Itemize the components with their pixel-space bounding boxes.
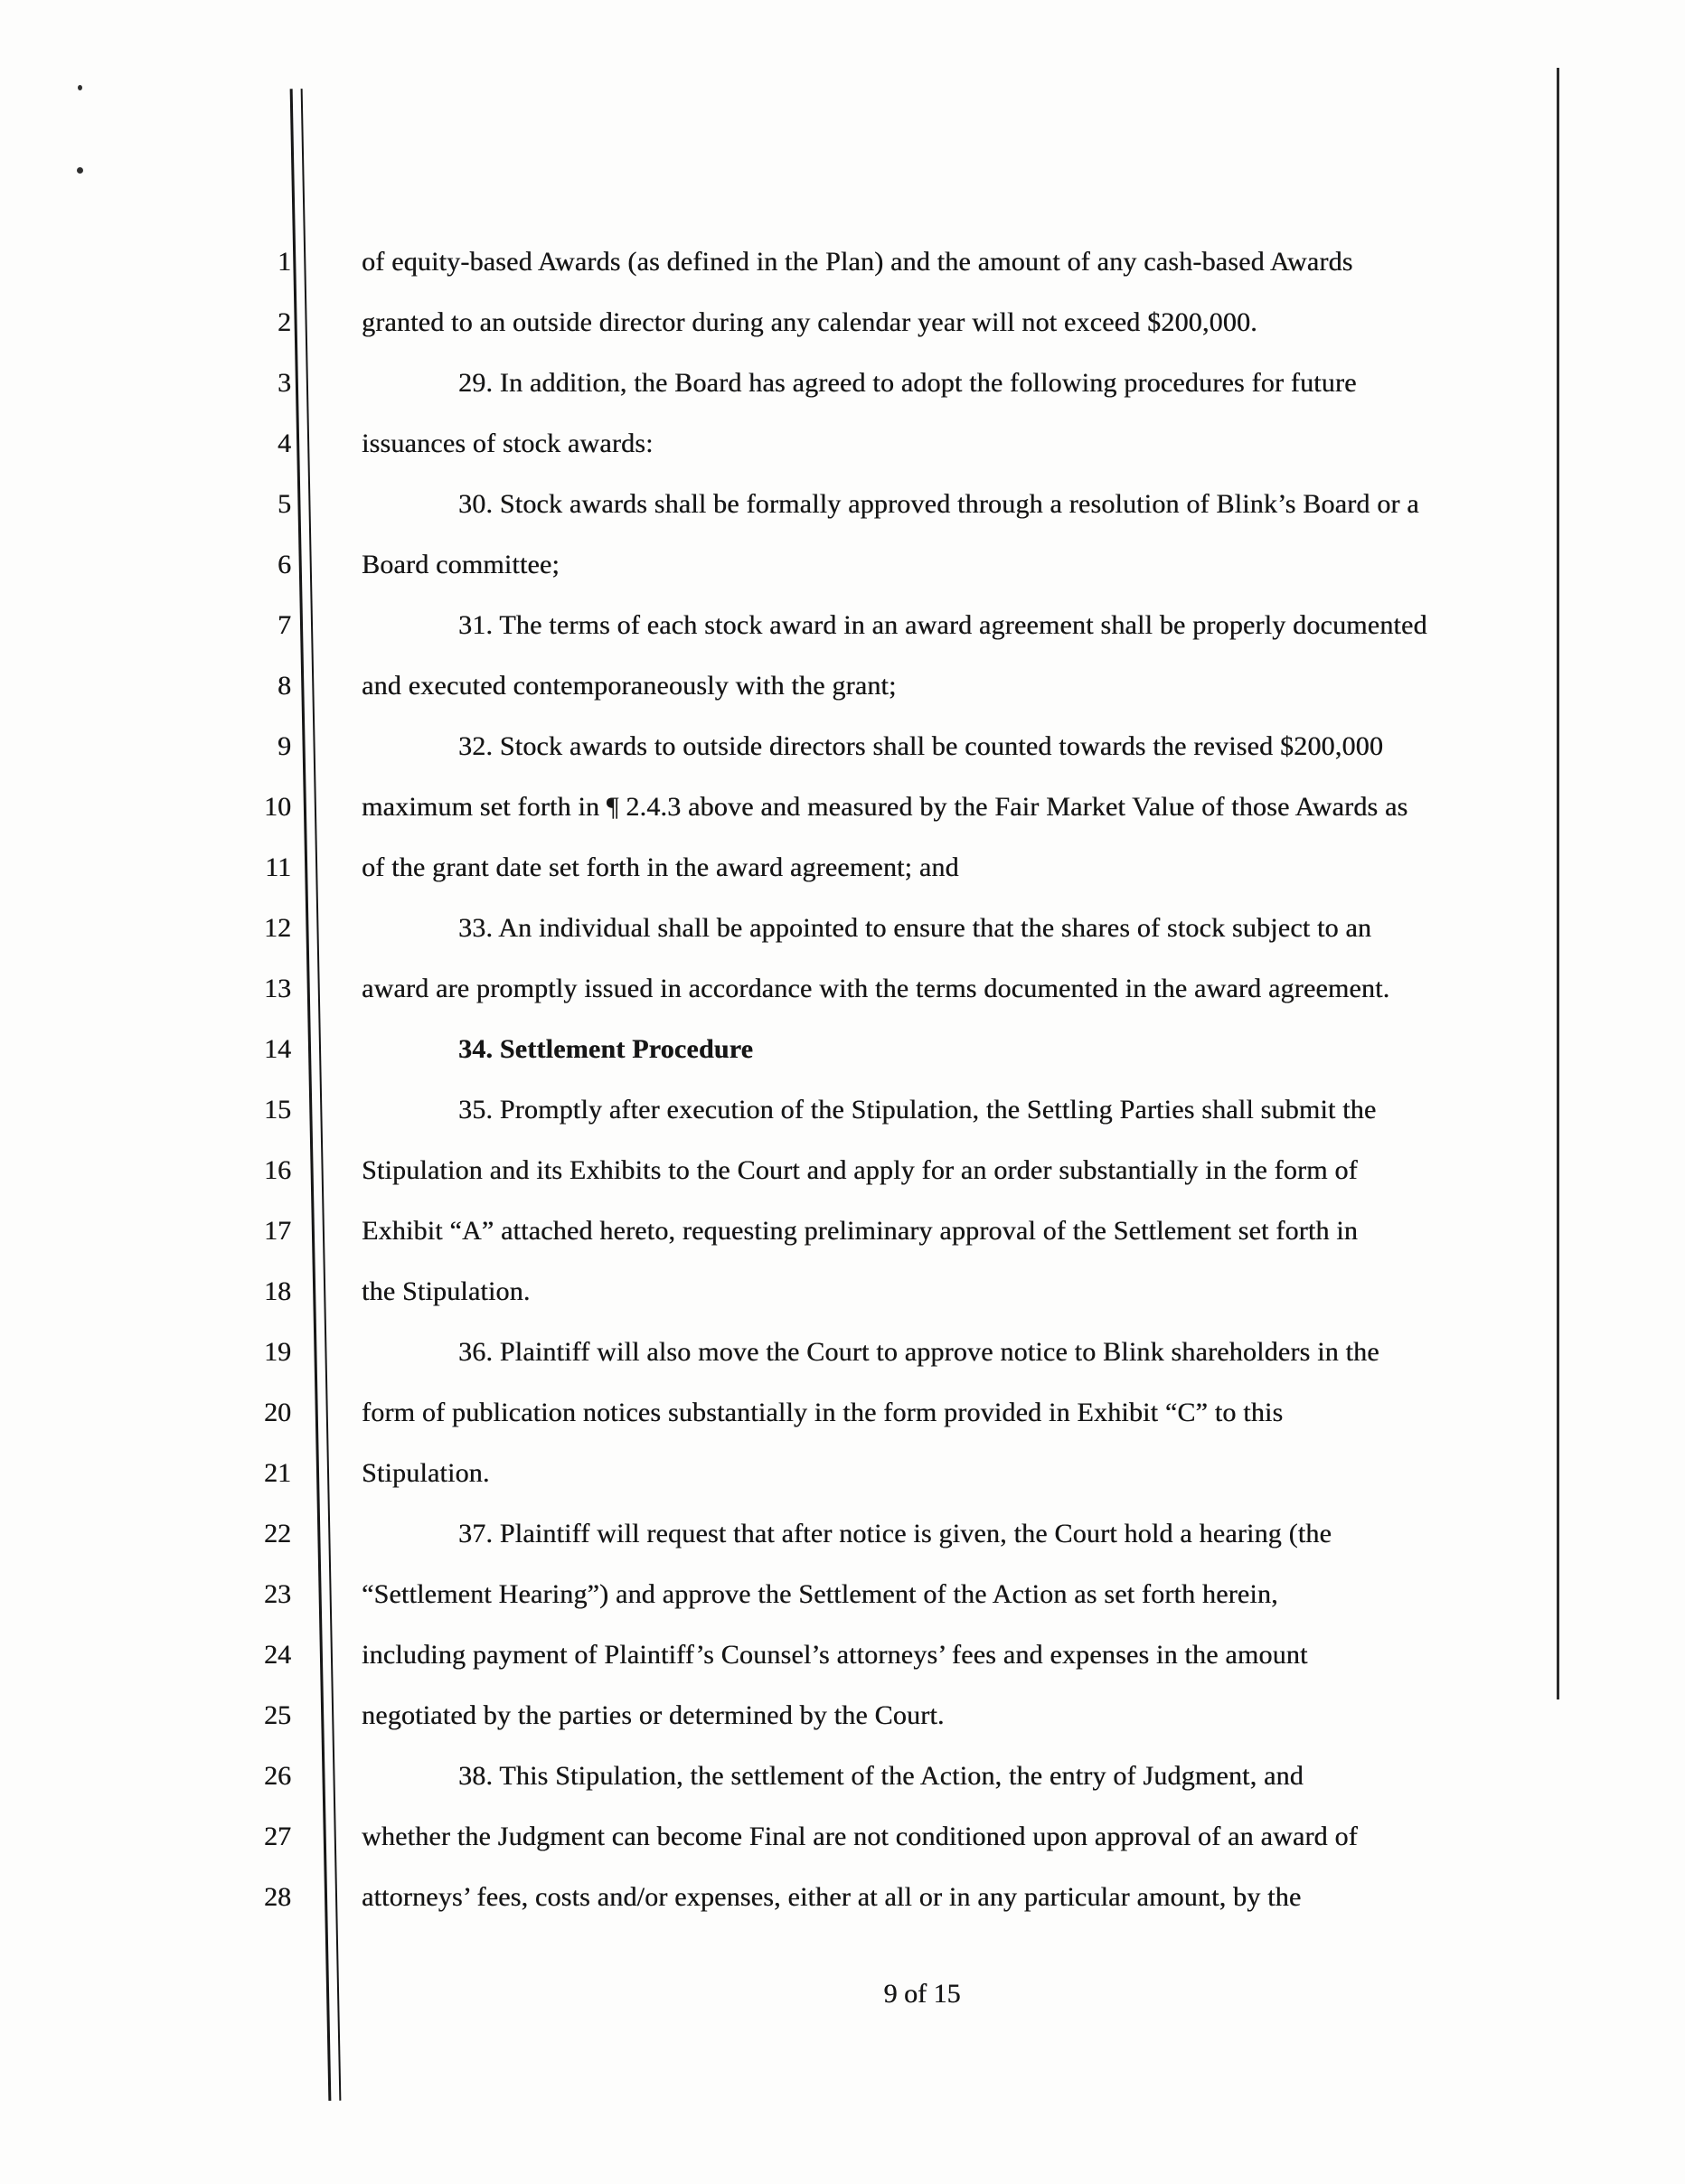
document-line: negotiated by the parties or determined by the Court. [362,1700,945,1730]
line-number: 2 [278,307,291,337]
line-number: 19 [264,1337,291,1367]
line-number: 20 [264,1398,291,1427]
page-number: 9 of 15 [883,1979,961,2009]
document-line: Stipulation and its Exhibits to the Court and apply for an order substantially in the form of [362,1155,1358,1185]
document-line: 35. Promptly after execution of the Stipulation, the Settling Parties shall submit the [458,1095,1377,1125]
document-line: 30. Stock awards shall be formally approved through a resolution of Blink’s Board or a [458,489,1419,519]
document-line: Exhibit “A” attached hereto, requesting preliminary approval of the Settlement set forth in [362,1216,1359,1246]
document-line: 38. This Stipulation, the settlement of the Action, the entry of Judgment, and [458,1761,1304,1791]
scan-speck [78,85,82,90]
document-line: issuances of stock awards: [362,428,654,458]
line-number: 9 [278,731,291,761]
document-line: and executed contemporaneously with the grant; [362,671,897,701]
line-number: 6 [278,550,291,579]
document-line: of equity-based Awards (as defined in the Plan) and the amount of any cash-based Awards [362,247,1353,277]
document-line: form of publication notices substantially in the form provided in Exhibit “C” to this [362,1398,1284,1427]
line-number: 8 [278,671,291,701]
document-line: attorneys’ fees, costs and/or expenses, either at all or in any particular amount, by the [362,1882,1302,1912]
line-number: 11 [265,852,291,882]
document-line: 32. Stock awards to outside directors shall be counted towards the revised $200,000 [458,731,1384,761]
document-line: 29. In addition, the Board has agreed to adopt the following procedures for future [458,368,1357,398]
scan-speck [77,167,83,174]
right-margin-rule [1557,68,1559,1699]
document-line: 37. Plaintiff will request that after notice is given, the Court hold a hearing (the [458,1519,1332,1549]
document-body [362,231,1550,1927]
line-number: 1 [278,247,291,277]
line-number: 10 [264,792,291,822]
line-number: 24 [264,1640,291,1670]
line-number: 16 [264,1155,291,1185]
line-number: 17 [264,1216,291,1246]
document-line: 31. The terms of each stock award in an award agreement shall be properly documented [458,610,1427,640]
document-line: whether the Judgment can become Final are not conditioned upon approval of an award of [362,1822,1358,1851]
document-line: Board committee; [362,550,560,579]
document-line: 34. Settlement Procedure [458,1034,754,1064]
left-double-rule [290,89,342,2101]
line-number: 5 [278,489,291,519]
line-number: 23 [264,1579,291,1609]
line-number: 3 [278,368,291,398]
document-line: granted to an outside director during any calendar year will not exceed $200,000. [362,307,1257,337]
line-number: 27 [264,1822,291,1851]
document-line: the Stipulation. [362,1276,531,1306]
line-number-column [0,231,291,1927]
document-line: 33. An individual shall be appointed to ensure that the shares of stock subject to an [458,913,1372,943]
document-line: 36. Plaintiff will also move the Court to approve notice to Blink shareholders in the [458,1337,1379,1367]
line-number: 15 [264,1095,291,1125]
document-line: Stipulation. [362,1458,490,1488]
line-number: 12 [264,913,291,943]
document-line: award are promptly issued in accordance with the terms documented in the award agreement. [362,974,1390,1003]
line-number: 18 [264,1276,291,1306]
document-line: “Settlement Hearing”) and approve the Settlement of the Action as set forth herein, [362,1579,1278,1609]
line-number: 13 [264,974,291,1003]
line-number: 25 [264,1700,291,1730]
line-number: 22 [264,1519,291,1549]
line-number: 21 [264,1458,291,1488]
line-number: 26 [264,1761,291,1791]
line-number: 4 [278,428,291,458]
document-line: including payment of Plaintiff’s Counsel’s attorneys’ fees and expenses in the amount [362,1640,1308,1670]
line-number: 7 [278,610,291,640]
line-number: 14 [264,1034,291,1064]
line-number: 28 [264,1882,291,1912]
document-line: maximum set forth in ¶ 2.4.3 above and measured by the Fair Market Value of those Awards as [362,792,1408,822]
document-line: of the grant date set forth in the award agreement; and [362,852,959,882]
